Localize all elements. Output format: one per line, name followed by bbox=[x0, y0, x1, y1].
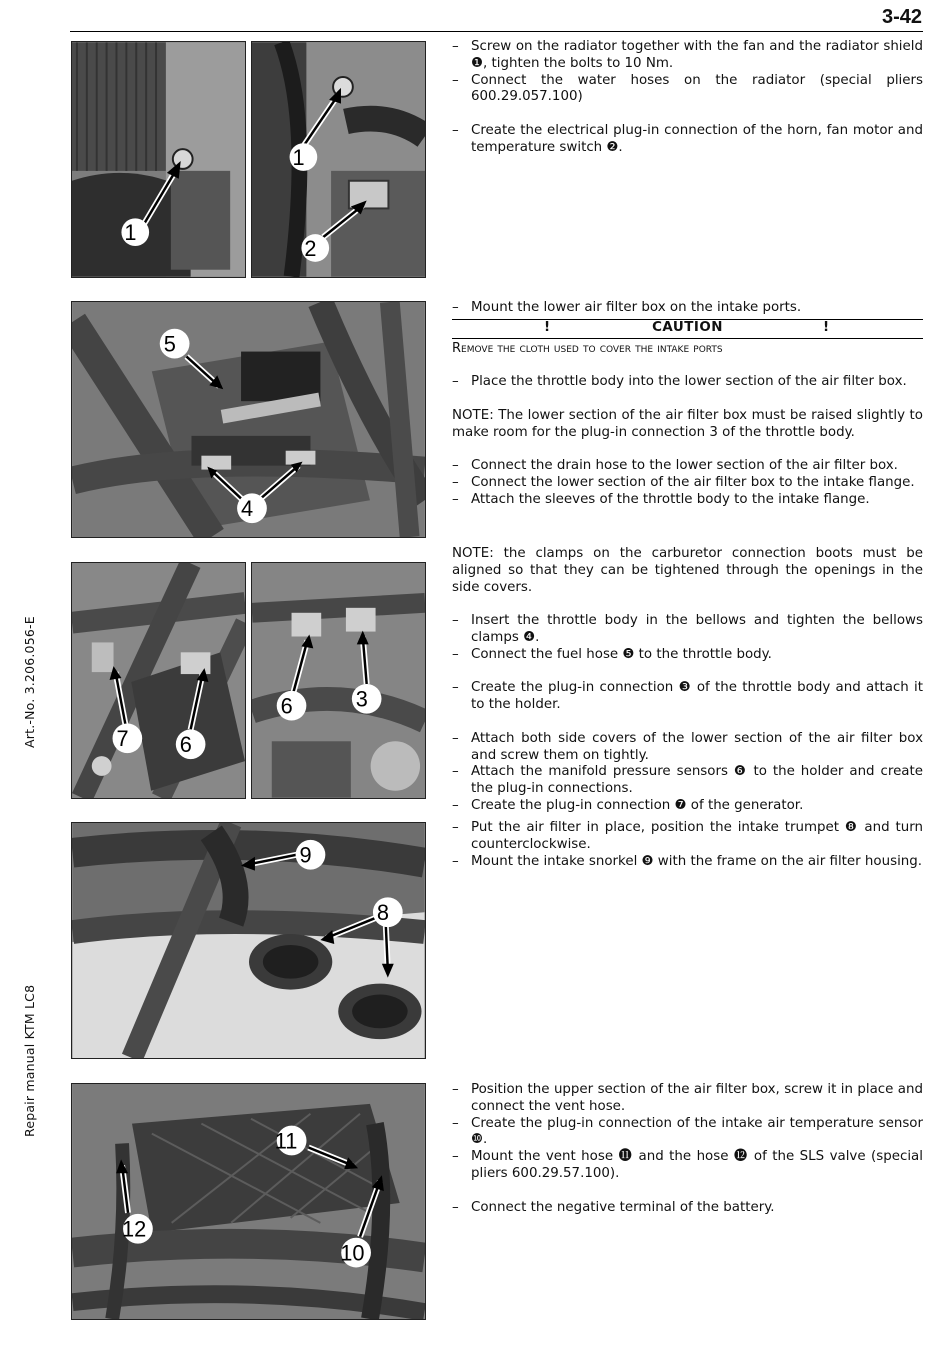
section-air-filter-upper bbox=[452, 1082, 923, 1216]
article-number: Art.-No. 3.206.056-E bbox=[22, 616, 37, 748]
instruction-item: – Position the upper section of the air filter box, screw it in place and connect the vent hose. bbox=[452, 1082, 923, 1116]
instruction-item: – Create the plug-in connection ❸ of the throttle body and attach it to the holder. bbox=[452, 680, 923, 714]
callout-number: 6 bbox=[179, 732, 192, 758]
caution-exclamation-icon: ! bbox=[544, 319, 551, 335]
photo-throttle-body-drawing bbox=[72, 302, 425, 537]
photo-radiator-left-drawing bbox=[72, 42, 245, 277]
photo-radiator-right-drawing bbox=[252, 42, 425, 277]
note-text: NOTE: the clamps on the carburetor connection boots must be aligned so that they can be tightened through the openings in the side covers. bbox=[452, 546, 923, 595]
instruction-item: – Place the throttle body into the lower section of the air filter box. bbox=[452, 374, 923, 391]
photo-radiator-left bbox=[71, 41, 246, 278]
instruction-item: – Insert the throttle body in the bellows and tighten the bellows clamps ❹. bbox=[452, 613, 923, 647]
callout-number: 4 bbox=[241, 496, 254, 522]
photo-intake-trumpets-drawing bbox=[72, 823, 425, 1058]
photo-pressure-sensors-drawing bbox=[252, 563, 425, 798]
photo-pressure-sensors bbox=[251, 562, 426, 799]
caution-exclamation-icon: ! bbox=[823, 319, 830, 335]
page-number: 3-42 bbox=[881, 6, 922, 28]
photo-throttle-body bbox=[71, 301, 426, 538]
instruction-item: – Screw on the radiator together with the fan and the radiator shield ❶, tighten the bolts to 10 Nm. bbox=[452, 39, 923, 73]
section-radiator bbox=[452, 39, 923, 157]
instruction-item: – Mount the vent hose ⓫ and the hose ⓬ of the SLS valve (special pliers 600.29.57.100). bbox=[452, 1149, 923, 1183]
photo-upper-airbox-drawing bbox=[72, 1084, 425, 1319]
caution-banner bbox=[452, 319, 923, 339]
callout-number: 3 bbox=[355, 686, 368, 712]
photo-generator-plug-drawing bbox=[72, 563, 245, 798]
caution-text: Remove the cloth used to cover the intake ports bbox=[452, 340, 723, 356]
callout-number: 6 bbox=[280, 693, 293, 719]
photo-generator-plug bbox=[71, 562, 246, 799]
instruction-item: – Mount the intake snorkel ❾ with the frame on the air filter housing. bbox=[452, 854, 923, 871]
callout-number: 5 bbox=[163, 331, 176, 357]
instruction-item: – Create the plug-in connection of the intake air temperature sensor ❿. bbox=[452, 1116, 923, 1150]
callout-number: 7 bbox=[116, 726, 129, 752]
instruction-item: – Mount the lower air filter box on the intake ports. bbox=[452, 300, 923, 317]
instruction-item: – Put the air filter in place, position the intake trumpet ❽ and turn counterclockwise. bbox=[452, 820, 923, 854]
photo-intake-trumpets bbox=[71, 822, 426, 1059]
instruction-item: – Create the plug-in connection ❼ of the generator. bbox=[452, 798, 923, 815]
photo-upper-airbox bbox=[71, 1083, 426, 1320]
section-throttle-body bbox=[452, 546, 923, 815]
instruction-item: – Attach the manifold pressure sensors ❻ to the holder and create the plug-in connections. bbox=[452, 764, 923, 798]
callout-number: 2 bbox=[304, 235, 317, 261]
section-air-filter-lower bbox=[452, 300, 923, 509]
callout-number: 11 bbox=[274, 1128, 298, 1154]
section-air-filter bbox=[452, 820, 923, 870]
callout-number: 9 bbox=[299, 842, 312, 868]
callout-number: 10 bbox=[340, 1240, 365, 1266]
instruction-item: – Attach both side covers of the lower section of the air filter box and screw them on tightly. bbox=[452, 731, 923, 765]
header-rule bbox=[70, 31, 923, 32]
callout-number: 12 bbox=[122, 1216, 147, 1242]
instruction-item: – Attach the sleeves of the throttle body to the intake flange. bbox=[452, 492, 923, 509]
photo-radiator-right bbox=[251, 41, 426, 278]
instruction-item: – Connect the lower section of the air filter box to the intake flange. bbox=[452, 475, 923, 492]
note-text: NOTE: The lower section of the air filter box must be raised slightly to make room for the plug-in connection 3 of the throttle body. bbox=[452, 407, 923, 440]
callout-number: 1 bbox=[292, 144, 305, 170]
manual-title: Repair manual KTM LC8 bbox=[22, 984, 37, 1137]
instruction-item: – Create the electrical plug-in connection of the horn, fan motor and temperature switch ❷. bbox=[452, 123, 923, 157]
callout-number: 8 bbox=[376, 900, 390, 926]
instruction-item: – Connect the negative terminal of the battery. bbox=[452, 1200, 923, 1217]
instruction-item: – Connect the fuel hose ❺ to the throttle body. bbox=[452, 647, 923, 664]
instruction-item: – Connect the water hoses on the radiator (special pliers 600.29.057.100) bbox=[452, 73, 923, 107]
caution-title: CAUTION bbox=[652, 319, 723, 335]
instruction-item: – Connect the drain hose to the lower section of the air filter box. bbox=[452, 458, 923, 475]
callout-number: 1 bbox=[124, 220, 137, 246]
